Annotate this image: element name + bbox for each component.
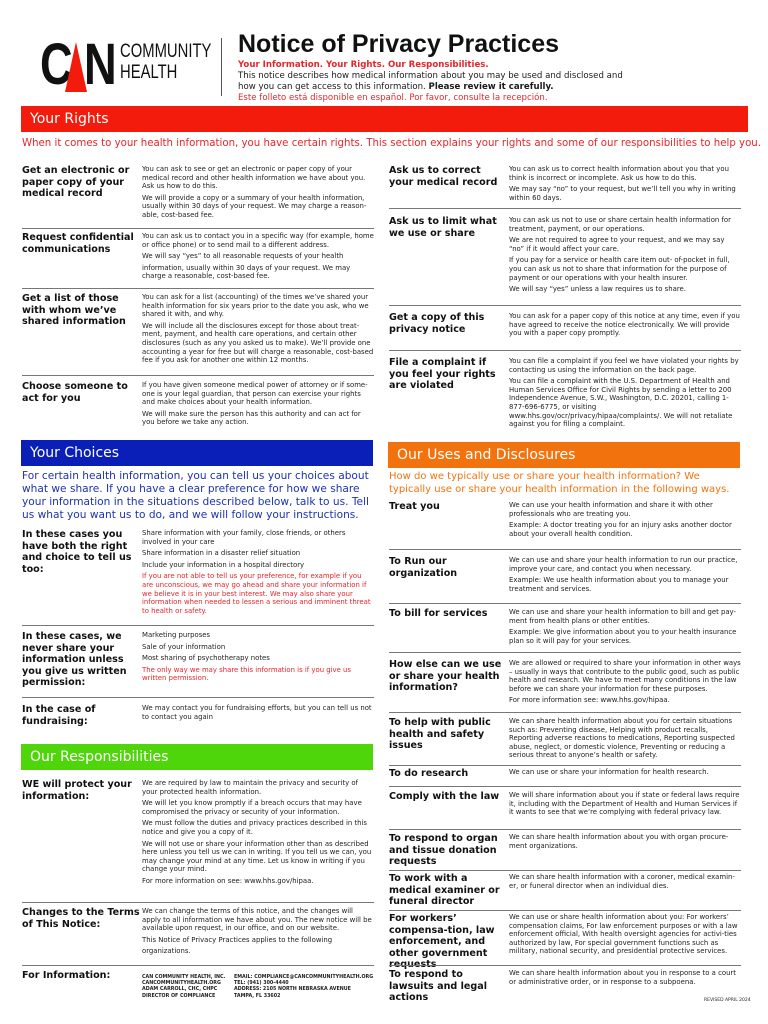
divider: [22, 965, 374, 966]
item-label: Get an electronic or paper copy of your medical record: [22, 165, 130, 199]
divider: [22, 288, 374, 289]
item-description: [142, 165, 374, 223]
divider: [389, 350, 741, 351]
item-description: [142, 529, 374, 618]
logo-letter-c: C: [40, 32, 71, 97]
contact-org: CAN COMMUNITY HEALTH, INC.: [142, 975, 226, 980]
item-paragraph: We can change the terms of this notice, and the changes will apply to all information we have about you. The new notice will be available upon request, in our office, and on our website.: [142, 907, 372, 933]
item-paragraph: You can ask us to correct health information about you that you think is incorrect or incomplete. Ask us how to do this.: [509, 165, 729, 182]
contact-website[interactable]: CANCOMMUNITYHEALTH.ORG: [142, 981, 221, 987]
item-paragraph: You can ask us to contact you in a specific way (for example, home or office phone) or to send mail to a different address.: [142, 232, 374, 249]
item-paragraph: Most sharing of psychotherapy notes: [142, 654, 270, 663]
logo: [40, 32, 215, 97]
item-description: [509, 717, 741, 763]
item-paragraph: Example: We use health information about you to manage your treatment and services.: [509, 576, 729, 593]
description-text: This notice describes how medical information about you may be used and disclosed and how you can get access to this information.: [238, 71, 623, 92]
item-paragraph: Include your information in a hospital directory: [142, 560, 305, 569]
description-bold: Please review it carefully.: [428, 82, 554, 92]
item-paragraph: information, usually within 30 days of your request. We may charge a reasonable, cost-based fee.: [142, 263, 351, 281]
item-paragraph: Marketing purposes: [142, 631, 211, 639]
item-paragraph: If you are not able to tell us your preference, for example if you are unconscious, we may go ahead and share your information if we believe it is in your best interest. We may also share your information when needed to lessen a serious and imminent threat to health or safety.: [142, 572, 371, 615]
item-description: [509, 768, 741, 780]
revised-date: REVISED APRIL 2024: [704, 998, 751, 1003]
divider: [22, 375, 374, 376]
section-header-your-rights: Your Rights: [21, 106, 748, 132]
item-paragraph: We can use or share your information for health research.: [509, 768, 709, 776]
item-label: Choose someone to act for you: [22, 381, 128, 404]
item-label: File a complaint if you feel your rights are violated: [389, 357, 496, 391]
item-paragraph: We will not use or share your information other than as described here unless you tell us we can in writing. If you tell us we can, you may change your mind at any time. Let us know in writing if you change your mind.: [142, 839, 372, 874]
item-paragraph: We can use and share your health information to bill and get pay-ment from health plans or other entities.: [509, 608, 736, 625]
item-label: To help with public health and safety issues: [389, 717, 491, 751]
divider: [22, 228, 374, 229]
item-paragraph: We must follow the duties and privacy practices described in this notice and give you a copy of it.: [142, 819, 368, 836]
item-description: [509, 216, 741, 297]
item-paragraph: You can ask us not to use or share certain health information for treatment, payment, or our operations.: [509, 216, 731, 233]
item-paragraph: We may say “no” to your request, but we’ll tell you why in writing within 60 days.: [509, 185, 736, 202]
item-description: [509, 165, 741, 205]
logo-letter-n: N: [84, 32, 115, 97]
logo-word-community: COMMUNITY: [120, 41, 212, 62]
item-label: How else can we use or share your health information?: [389, 659, 502, 693]
item-paragraph: We can use and share your health information to run our practice, improve your care, and contact you when necessary.: [509, 556, 738, 573]
item-paragraph: We will say “yes” unless a law requires us to share.: [509, 285, 686, 294]
item-label: Get a copy of this privacy notice: [389, 312, 485, 335]
item-label: Changes to the Terms of This Notice:: [22, 907, 140, 930]
item-paragraph: We can share health information about you with organ procure-ment organizations.: [509, 833, 729, 850]
item-paragraph: We can share health information about you for certain situations such as: Preventing disease, Helping with product recalls, Reporting adverse reactions to medications, Reporting suspected abuse, neglect, or domestic violence, Preventing or reducing a serious threat to anyone’s health or safety.: [509, 717, 735, 760]
for-information-label: For Information:: [22, 970, 111, 981]
item-label: In these cases, we never share your information unless you give us written permission:: [22, 631, 127, 688]
divider: [389, 603, 741, 604]
item-paragraph: Example: A doctor treating you for an injury asks another doctor about your overall health condition.: [509, 521, 732, 538]
item-paragraph: We will include all the disclosures except for those about treat-ment, payment, and health care operations, and certain other disclosures (such as any you asked us to make). We’ll provide one accounting a year for free but will charge a reasonable, cost-based fee if you ask for another one within 12 months.: [142, 321, 374, 365]
item-description: [509, 873, 741, 893]
item-label: Get a list of those with whom we’ve shared information: [22, 293, 126, 327]
section-header-your-choices: Your Choices: [21, 440, 373, 466]
item-description: [142, 293, 374, 368]
item-description: [142, 704, 374, 724]
item-paragraph: You can file a complaint with the U.S. Department of Health and Human Services Office for Civil Rights by sending a letter to 200 Independence Avenue, S.W., Washington, D.C. 20201, calling 1-877-696-6775, or visiting www.hhs.gov/ocr/privacy/hipaa/complaints/. We will not retaliate against you for filing a complaint.: [509, 377, 733, 429]
divider: [22, 625, 374, 626]
divider: [389, 549, 741, 550]
item-description: [142, 631, 374, 686]
contact-phone: TEL: (941) 300-4440: [234, 981, 289, 987]
item-label: In the case of fundraising:: [22, 704, 96, 727]
item-paragraph: We are required by law to maintain the privacy and security of your protected health information.: [142, 779, 359, 796]
divider: [22, 697, 374, 698]
page-title: Notice of Privacy Practices: [238, 30, 559, 58]
rights-intro: When it comes to your health information, you have certain rights. This section explains your rights and some of our responsibilities to help you.: [22, 138, 761, 149]
divider: [389, 786, 741, 787]
item-paragraph: Example: We give information about you to your health insurance plan so it will pay for your services.: [509, 628, 737, 645]
item-label: For workers’ compensa-tion, law enforcement, and other government: [389, 913, 495, 959]
header-divider: [221, 38, 222, 96]
section-header-our-responsibilities: Our Responsibilities: [21, 744, 373, 770]
item-description: [509, 556, 741, 596]
item-paragraph: The only way we may share this information is if you give us written permission.: [142, 665, 352, 683]
divider: [389, 305, 741, 306]
item-paragraph: We are not required to agree to your request, and we may say “no” if it would affect your care.: [509, 236, 725, 253]
item-label: Ask us to correct your medical record: [389, 165, 498, 188]
item-paragraph: You can file a complaint if you feel we have violated your rights by contacting us using the information on the back page.: [509, 357, 739, 374]
item-paragraph: Sale of your information: [142, 642, 226, 651]
item-label: In these cases you have both the right and choice to tell us too:: [22, 529, 132, 575]
spanish-note: Este folleto está disponible en español. Por favor, consulte la recepción.: [238, 93, 548, 103]
item-paragraph: Share information with your family, close friends, or others involved in your care: [142, 529, 346, 546]
contact-person: ADAM CARROLL, CHC, CHPC: [142, 987, 218, 993]
item-label: To work with a medical examiner or funeral director: [389, 873, 500, 907]
item-paragraph: We will make sure the person has this authority and can act for you before we take any action.: [142, 409, 361, 427]
item-paragraph: We will provide a copy or a summary of your health information, usually within 30 days of your request. We may charge a reason-able, cost-based fee.: [142, 193, 367, 219]
item-label: Comply with the law: [389, 791, 500, 802]
item-description: [509, 913, 741, 959]
logo-word-health: HEALTH: [120, 62, 178, 83]
item-label: WE will protect your information:: [22, 779, 132, 802]
item-paragraph: We can use your health information and share it with other professionals who are treating you.: [509, 501, 713, 518]
item-label: Ask us to limit what we use or share: [389, 216, 497, 239]
contact-title: DIRECTOR OF COMPLIANCE: [142, 993, 216, 999]
item-paragraph: We can share health information about you in response to a court or administrative order, or in response to a subpoena.: [509, 969, 736, 986]
divider: [389, 208, 741, 209]
item-paragraph: If you have given someone medical power of attorney or if some-one is your legal guardian, that person can exercise your rights and make choices about your health information.: [142, 381, 368, 407]
item-paragraph: You can ask for a paper copy of this notice at any time, even if you have agreed to receive the notice electronically. We will provide you with a paper copy promptly.: [509, 312, 740, 338]
section-header-uses-disclosures: Our Uses and Disclosures: [388, 442, 740, 468]
item-paragraph: We may contact you for fundraising efforts, but you can tell us not to contact you again: [142, 704, 372, 721]
item-description: [509, 608, 741, 648]
item-paragraph: For more information on see: www.hhs.gov/hipaa.: [142, 876, 314, 885]
choices-intro: For certain health information, you can tell us your choices about what we share. If you have a clear preference for how we share your information in the situations described below, talk to us. Tell us what you want us to do, and we will follow your instructions.: [22, 470, 369, 521]
divider: [389, 765, 741, 766]
divider: [389, 829, 741, 830]
divider: [389, 870, 741, 871]
contact-column-1: [142, 975, 225, 1000]
item-description: [142, 779, 374, 889]
item-paragraph: organizations.: [142, 947, 191, 956]
contact-column-2: [234, 975, 373, 1000]
item-description: [142, 381, 374, 430]
item-description: [509, 833, 741, 853]
divider: [389, 712, 741, 713]
item-paragraph: You can ask to see or get an electronic or paper copy of your medical record and other health information we have about you. Ask us how to do this.: [142, 165, 366, 191]
item-description: [509, 501, 741, 541]
divider: [389, 910, 741, 911]
item-label: To respond to organ and tissue donation requests: [389, 833, 498, 867]
item-paragraph: We will share information about you if state or federal laws require it, including with the Department of Health and Human Services if it wants to see that we’re complying with federal privacy law.: [509, 791, 740, 817]
item-paragraph: If you pay for a service or health care item out- of-pocket in full, you can ask us not to share that information for the purpose of payment or our operations with your health insurer.: [509, 256, 730, 282]
item-paragraph: We will say “yes” to all reasonable requests of your health: [142, 252, 344, 261]
item-description: [142, 907, 374, 959]
contact-address: ADDRESS: 2105 NORTH NEBRASKA AVENUE: [234, 987, 351, 993]
item-label: Treat you: [389, 501, 440, 512]
item-description: [142, 232, 374, 284]
item-label: To bill for services: [389, 608, 488, 619]
item-description: [509, 791, 741, 820]
item-paragraph: We can share health information with a coroner, medical examin-er, or funeral director when an individual dies.: [509, 873, 735, 890]
item-paragraph: This Notice of Privacy Practices applies to the following: [142, 935, 333, 944]
divider: [22, 902, 374, 903]
item-label: To Run our organization: [389, 556, 458, 579]
item-paragraph: For more information see: www.hhs.gov/hipaa.: [509, 696, 670, 705]
tagline: Your Information. Your Rights. Our Responsibilities.: [238, 60, 489, 70]
item-paragraph: Share information in a disaster relief situation: [142, 549, 301, 558]
contact-email[interactable]: EMAIL: COMPLIANCE@CANCOMMUNITYHEALTH.ORG: [234, 975, 374, 980]
item-description: [509, 969, 741, 989]
item-paragraph: We will let you know promptly if a breach occurs that may have compromised the privacy or security of your information.: [142, 799, 362, 816]
divider: [389, 652, 741, 653]
uses-intro: How do we typically use or share your health information? We typically use or share your health information in the following ways.: [389, 471, 730, 495]
contact-city: TAMPA, FL 33602: [234, 993, 281, 999]
item-label: To respond to lawsuits and legal actions: [389, 969, 488, 1003]
description: [238, 71, 638, 93]
item-paragraph: You can ask for a list (accounting) of the times we’ve shared your health information for six years prior to the date you ask, who we shared it with, and why.: [142, 293, 369, 319]
item-paragraph: We can use or share health information about you: For workers’ compensation claims, For law enforcement purposes or with a law enforcement official, With health oversight agencies for activi-ties authorized by law, For special government functions such as military, national security, and presidential protective services.: [509, 913, 738, 956]
item-description: [509, 312, 741, 341]
item-label: Request confidential communications: [22, 232, 134, 255]
item-paragraph: We are allowed or required to share your information in other ways – usually in ways that contribute to the public good, such as public health and research. We have to meet many conditions in the law before we can share your information for these purposes.: [509, 659, 741, 693]
item-description: [509, 659, 741, 708]
item-label: To do research: [389, 768, 469, 779]
item-description: [509, 357, 741, 432]
divider: [389, 965, 741, 966]
